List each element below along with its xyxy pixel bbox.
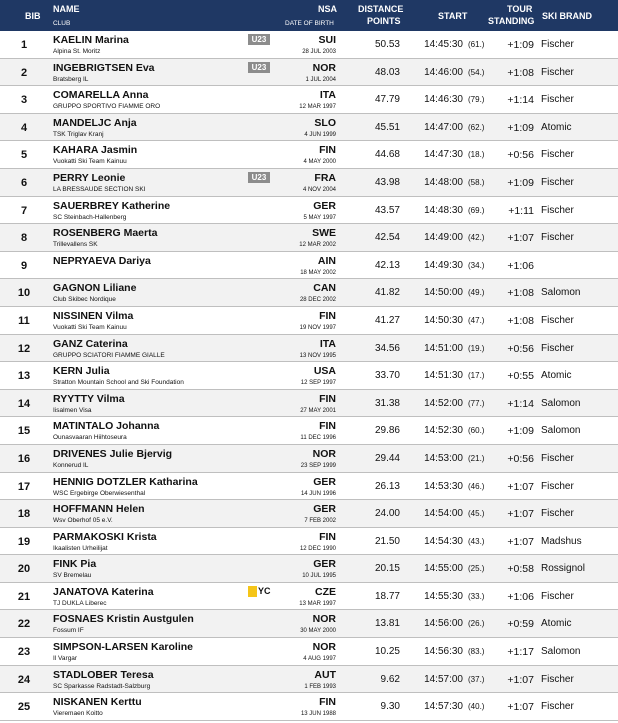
bib-cell: 6 [20, 176, 28, 189]
distance-points: 45.51 [374, 121, 400, 133]
distance-points: 48.03 [374, 66, 400, 78]
nsa-code: GER [313, 503, 336, 516]
table-row [0, 224, 618, 252]
club-name: Il Vargar [53, 655, 78, 663]
tour-standing: +0:56 [507, 149, 534, 162]
athlete-name: SIMPSON-LARSEN Karoline [53, 641, 194, 654]
distance-points: 44.68 [374, 149, 400, 161]
name-header: NAME [53, 4, 80, 14]
start-time: 14:48:00 [424, 176, 463, 188]
distance-points: 47.79 [374, 94, 400, 106]
bib-cell: 11 [18, 314, 30, 327]
tour-rank: (33.) [468, 591, 485, 601]
date-of-birth: 1 FEB 1993 [304, 683, 336, 690]
bib-cell: 7 [20, 204, 28, 217]
tour-rank: (54.) [468, 67, 485, 77]
athlete-name: KAELIN Marina [53, 34, 129, 46]
club-name: WSC Ergebirge Oberwiesenthal [53, 489, 146, 497]
start-time: 14:51:30 [424, 370, 463, 382]
table-row [0, 114, 618, 142]
bib-cell: 14 [17, 397, 31, 410]
start-time: 14:53:00 [424, 452, 463, 464]
bib-cell: 4 [20, 121, 28, 134]
start-time: 14:56:00 [424, 618, 463, 630]
club-header: CLUB [53, 20, 71, 27]
tour-rank: (47.) [468, 315, 485, 325]
start-time: 14:49:00 [424, 232, 463, 244]
distance-points: 33.70 [374, 370, 400, 382]
date-of-birth: 4 MAY 2000 [303, 159, 336, 166]
nsa-code: GER [313, 475, 336, 488]
table-row [0, 500, 618, 528]
date-of-birth: 4 NOV 2004 [302, 186, 336, 193]
ski-brand: Fischer [541, 149, 574, 161]
table-row [0, 86, 618, 114]
start-time: 14:50:00 [424, 287, 463, 299]
tour-standing: +0:59 [507, 618, 534, 631]
ski-brand: Rossignol [541, 563, 585, 575]
athlete-name: KAHARA Jasmin [53, 144, 138, 157]
athlete-name: PARMAKOSKI Krista [53, 530, 157, 543]
tour-rank: (83.) [468, 647, 485, 657]
ski-brand: Salomon [541, 425, 581, 437]
athlete-name: ROSENBERG Maerta [53, 227, 158, 240]
club-name: Wsv Oberhof 05 e.V. [53, 517, 113, 525]
bib-cell: 12 [17, 342, 31, 355]
date-of-birth: 14 JUN 1996 [300, 490, 336, 497]
nsa-code: NOR [312, 61, 336, 74]
bib-cell: 25 [17, 701, 31, 714]
club-name: Bratsberg IL [53, 75, 89, 83]
tour-rank: (19.) [468, 343, 485, 353]
start-time: 14:57:00 [424, 673, 463, 685]
date-of-birth: 13 JUN 1988 [300, 711, 336, 718]
bib-cell: 18 [17, 508, 31, 521]
yellow-card-icon [248, 586, 257, 597]
club-name: Ounasvaaran Hiihtoseura [53, 434, 127, 442]
club-name: Fossum IF [53, 627, 84, 635]
date-of-birth: 4 AUG 1997 [303, 656, 336, 663]
table-row [0, 197, 618, 225]
u23-badge: U23 [248, 62, 270, 73]
tour-rank: (61.) [468, 40, 485, 49]
date-of-birth: 13 MAR 1997 [299, 600, 336, 607]
distance-points: 18.77 [374, 590, 400, 602]
distance-points: 29.86 [374, 425, 400, 437]
ski-brand: Atomic [541, 370, 572, 382]
nsa-code: NOR [312, 613, 336, 626]
tour-rank: (43.) [468, 536, 485, 546]
distance-points: 24.00 [374, 508, 400, 520]
start-time: 14:57:30 [424, 701, 463, 713]
tour-rank: (62.) [468, 122, 485, 132]
athlete-list [0, 31, 618, 721]
standing-header: STANDING [488, 16, 535, 26]
start-time: 14:46:00 [424, 66, 463, 78]
distance-points: 34.56 [374, 342, 400, 354]
athlete-name: NEPRYAEVA Dariya [53, 254, 151, 267]
tour-rank: (79.) [468, 95, 485, 105]
bib-cell: 9 [20, 259, 28, 272]
tour-standing: +1:08 [507, 287, 534, 300]
ski-brand: Fischer [541, 314, 574, 326]
distance-points: 31.38 [374, 397, 400, 409]
date-of-birth: 27 MAY 2001 [300, 407, 336, 414]
nsa-code: SWE [312, 227, 336, 240]
date-of-birth: 13 NOV 1995 [299, 352, 336, 359]
date-of-birth: 19 NOV 1997 [299, 324, 336, 331]
athlete-name: DRIVENES Julie Bjervig [53, 447, 173, 460]
tour-rank: (18.) [468, 150, 485, 160]
nsa-code: FRA [314, 171, 336, 184]
athlete-name: NISKANEN Kerttu [53, 696, 142, 709]
date-of-birth: 12 MAR 1997 [299, 104, 336, 111]
nsa-code: FIN [319, 696, 336, 709]
nsa-code: AIN [317, 254, 336, 267]
table-row [0, 583, 618, 611]
club-name: Vieremaen Koitto [53, 710, 103, 718]
club-name: Trillevallens SK [53, 241, 98, 249]
tour-rank: (40.) [468, 702, 485, 712]
date-of-birth: 1 JUL 2004 [305, 76, 336, 83]
athlete-name: MATINTALO Johanna [53, 420, 160, 433]
distance-points: 41.82 [374, 287, 400, 299]
ski-brand: Fischer [541, 480, 574, 492]
date-of-birth: 23 SEP 1999 [300, 462, 336, 469]
bib-cell: 19 [17, 535, 31, 548]
bib-cell: 1 [20, 39, 28, 51]
tour-rank: (26.) [468, 619, 485, 629]
athlete-name: NISSINEN Vilma [53, 309, 134, 322]
tour-standing: +1:08 [507, 66, 534, 79]
club-name: Iisalmen Visa [53, 406, 92, 414]
start-time: 14:52:30 [424, 425, 463, 437]
start-time: 14:53:30 [424, 480, 463, 492]
bib-cell: 2 [20, 66, 28, 79]
bib-cell: 15 [17, 425, 31, 438]
bib-cell: 20 [17, 563, 31, 576]
bib-cell: 23 [17, 646, 31, 659]
bib-cell: 3 [20, 94, 28, 107]
tour-standing: +0:55 [507, 370, 534, 383]
distance-points: 41.27 [374, 314, 400, 326]
club-name: Alpina St. Moritz [53, 48, 101, 55]
start-time: 14:51:00 [424, 342, 463, 354]
bib-cell: 22 [17, 618, 31, 631]
table-row [0, 362, 618, 390]
ski-brand: Salomon [541, 287, 581, 299]
ski-brand: Fischer [541, 204, 574, 216]
distance-points: 43.57 [374, 204, 400, 216]
club-name: Club Skibec Nordique [53, 296, 116, 304]
bib-header: BIB [25, 11, 41, 21]
table-row [0, 528, 618, 556]
points-header: POINTS [367, 16, 401, 26]
distance-points: 26.13 [374, 480, 400, 492]
start-time: 14:47:00 [424, 121, 463, 133]
club-name: GRUPPO SPORTIVO FIAMME ORO [53, 103, 161, 111]
ski-brand: Fischer [541, 701, 574, 713]
club-name: Vuokatti Ski Team Kainuu [53, 158, 127, 166]
table-row [0, 610, 618, 638]
club-name: SC Sparkasse Radstadt-Salzburg [53, 682, 151, 690]
tour-rank: (37.) [468, 674, 485, 684]
start-time: 14:48:30 [424, 204, 463, 216]
table-row [0, 141, 618, 169]
tour-standing: +1:11 [508, 204, 534, 217]
ski-brand: Fischer [541, 39, 574, 50]
start-time: 14:49:30 [424, 259, 463, 271]
nsa-code: CZE [315, 585, 336, 598]
tour-standing: +1:07 [507, 232, 534, 245]
u23-badge: U23 [248, 172, 270, 183]
start-time: 14:54:30 [424, 535, 463, 547]
ski-brand: Salomon [541, 646, 581, 658]
start-time: 14:54:00 [424, 508, 463, 520]
tour-rank: (42.) [468, 233, 485, 243]
nsa-code: FIN [319, 420, 336, 433]
club-name: TJ DUKLA Liberec [53, 599, 107, 607]
distance-points: 50.53 [374, 39, 400, 50]
date-of-birth: 12 DEC 1990 [299, 545, 336, 552]
bib-cell: 8 [20, 232, 28, 245]
tour-rank: (58.) [468, 177, 485, 187]
nsa-code: FIN [319, 309, 336, 322]
tour-standing: +1:07 [507, 535, 534, 548]
ski-brand: Fischer [541, 176, 574, 188]
athlete-name: FINK Pia [53, 558, 97, 571]
bib-cell: 10 [17, 287, 31, 300]
nsa-code: ITA [319, 337, 336, 350]
bib-cell: 16 [17, 452, 31, 465]
tour-standing: +1:09 [507, 121, 534, 134]
athlete-name: KERN Julia [53, 365, 110, 378]
date-of-birth: 11 DEC 1996 [300, 435, 336, 442]
nsa-header: NSA [318, 4, 338, 14]
table-row [0, 473, 618, 501]
tour-rank: (46.) [468, 481, 485, 491]
nsa-code: FIN [319, 144, 336, 157]
tour-rank: (45.) [468, 509, 485, 519]
date-of-birth: 7 FEB 2002 [304, 518, 336, 525]
table-row [0, 279, 618, 307]
nsa-code: SLO [314, 116, 336, 129]
nsa-code: FIN [319, 392, 336, 405]
table-row [0, 555, 618, 583]
date-of-birth: 30 MAY 2000 [300, 628, 336, 635]
start-time: 14:50:30 [424, 314, 463, 326]
athlete-name: SAUERBREY Katherine [53, 199, 171, 212]
start-time: 14:55:30 [424, 590, 463, 602]
club-name: Stratton Mountain School and Ski Foundation [53, 379, 184, 387]
nsa-code: NOR [312, 641, 336, 654]
tour-standing: +1:09 [507, 39, 534, 51]
tour-header: TOUR [507, 4, 533, 14]
distance-points: 21.50 [374, 535, 400, 547]
date-of-birth: 5 MAY 1997 [303, 214, 336, 221]
bib-cell: 21 [17, 590, 31, 603]
athlete-name: INGEBRIGTSEN Eva [53, 61, 155, 74]
athlete-name: RYYTTY Vilma [53, 392, 125, 405]
club-name: LA BRESSAUDE SECTION SKI [53, 185, 146, 193]
table-row [0, 59, 618, 87]
athlete-name: HENNIG DOTZLER Katharina [53, 475, 198, 488]
table-row [0, 390, 618, 418]
tour-standing: +1:07 [507, 480, 534, 493]
nsa-code: NOR [312, 447, 336, 460]
nsa-code: ITA [319, 89, 336, 102]
club-name: Vuokatti Ski Team Kainuu [53, 323, 127, 331]
ski-brand: Madshus [541, 535, 582, 547]
athlete-name: COMARELLA Anna [53, 89, 149, 102]
athlete-name: HOFFMANN Helen [53, 503, 145, 516]
club-name: SC Steinbach-Hallenberg [53, 213, 127, 221]
tour-rank: (34.) [468, 260, 485, 270]
start-header: START [438, 11, 468, 21]
date-of-birth: 4 JUN 1999 [304, 131, 336, 138]
tour-standing: +1:07 [507, 673, 534, 686]
nsa-code: CAN [313, 282, 336, 295]
tour-standing: +1:08 [507, 314, 534, 327]
start-time: 14:52:00 [424, 397, 463, 409]
tour-rank: (17.) [468, 371, 485, 381]
table-row [0, 417, 618, 445]
ski-brand: Atomic [541, 618, 572, 630]
distance-points: 9.62 [380, 673, 400, 685]
date-of-birth: 12 MAR 2002 [299, 242, 336, 249]
tour-rank: (77.) [468, 398, 485, 408]
distance-points: 13.81 [374, 618, 400, 630]
tour-rank: (21.) [468, 453, 485, 463]
athlete-name: MANDELJC Anja [53, 116, 137, 129]
club-name: GRUPPO SCIATORI FIAMME GIALLE [53, 351, 165, 359]
table-row [0, 169, 618, 197]
tour-rank: (25.) [468, 564, 485, 574]
club-name: Konnerud IL [53, 461, 89, 469]
nsa-code: USA [313, 365, 336, 378]
distance-points: 29.44 [374, 452, 400, 464]
nsa-code: AUT [314, 668, 336, 681]
yellow-card-label: YC [258, 585, 271, 596]
ski-brand: Fischer [541, 590, 574, 602]
ski-brand: Fischer [541, 508, 574, 520]
date-of-birth: 12 SEP 1997 [300, 380, 336, 387]
tour-standing: +1:17 [507, 646, 534, 659]
tour-standing: +0:58 [507, 563, 534, 576]
tour-standing: +0:56 [507, 452, 534, 465]
start-time: 14:56:30 [424, 646, 463, 658]
start-time: 14:46:30 [424, 94, 463, 106]
date-of-birth: 18 MAY 2002 [300, 269, 336, 276]
club-name: Ikaalisten Urheilijat [53, 544, 108, 552]
distance-header: DISTANCE [358, 4, 404, 14]
bib-cell: 17 [17, 480, 31, 493]
tour-rank: (49.) [468, 288, 485, 298]
distance-points: 42.13 [374, 259, 400, 271]
bib-cell: 24 [17, 673, 31, 686]
date-of-birth: 10 JUL 1995 [302, 573, 336, 580]
ski-brand: Fischer [541, 232, 574, 244]
athlete-name: JANATOVA Katerina [53, 585, 154, 598]
tour-standing: +0:56 [507, 342, 534, 355]
table-row [0, 638, 618, 666]
athlete-name: FOSNAES Kristin Austgulen [53, 613, 194, 626]
athlete-name: GAGNON Liliane [53, 282, 137, 295]
ski-brand: Fischer [541, 673, 574, 685]
club-name: TSK Triglav Kranj [53, 130, 104, 138]
ski-brand: Fischer [541, 342, 574, 354]
ski-brand: Salomon [541, 397, 581, 409]
start-time: 14:47:30 [424, 149, 463, 161]
club-name: SV Bremelau [53, 572, 92, 580]
tour-standing: +1:14 [507, 94, 534, 107]
nsa-code: GER [313, 199, 336, 212]
nsa-code: FIN [319, 530, 336, 543]
distance-points: 42.54 [374, 232, 400, 244]
distance-points: 43.98 [374, 176, 400, 188]
table-row [0, 335, 618, 363]
distance-points: 9.30 [380, 701, 400, 713]
tour-standing: +1:07 [507, 508, 534, 521]
tour-rank: (60.) [468, 426, 485, 436]
nsa-code: SUI [318, 34, 336, 46]
ski-brand: Fischer [541, 452, 574, 464]
start-time: 14:55:00 [424, 563, 463, 575]
start-time: 14:45:30 [424, 39, 463, 50]
table-row [0, 666, 618, 694]
athlete-name: GANZ Caterina [53, 337, 128, 350]
tour-standing: +1:06 [507, 259, 534, 272]
ski-brand-header: SKI BRAND [542, 11, 593, 21]
yellow-card-marker [248, 586, 271, 597]
table-row [0, 31, 618, 59]
distance-points: 20.15 [374, 563, 400, 575]
tour-standing: +1:09 [507, 176, 534, 189]
ski-brand: Fischer [541, 94, 574, 106]
ski-brand: Atomic [541, 121, 572, 133]
table-row [0, 252, 618, 280]
tour-standing: +1:06 [507, 590, 534, 603]
tour-standing: +1:14 [507, 397, 534, 410]
table-row [0, 445, 618, 473]
athlete-name: PERRY Leonie [53, 171, 126, 184]
distance-points: 10.25 [374, 646, 400, 658]
dob-header: DATE OF BIRTH [285, 20, 334, 27]
table-row [0, 693, 618, 721]
athlete-name: STADLOBER Teresa [53, 668, 154, 681]
table-row [0, 307, 618, 335]
ski-brand: Fischer [541, 66, 574, 78]
date-of-birth: 28 DEC 2002 [299, 297, 336, 304]
bib-cell: 5 [20, 149, 28, 162]
tour-standing: +1:07 [507, 701, 534, 714]
tour-standing: +1:09 [507, 425, 534, 438]
u23-badge: U23 [248, 34, 270, 45]
bib-cell: 13 [17, 370, 31, 383]
table-header [0, 0, 618, 31]
tour-rank: (69.) [468, 205, 485, 215]
nsa-code: GER [313, 558, 336, 571]
date-of-birth: 28 JUL 2003 [302, 49, 336, 55]
